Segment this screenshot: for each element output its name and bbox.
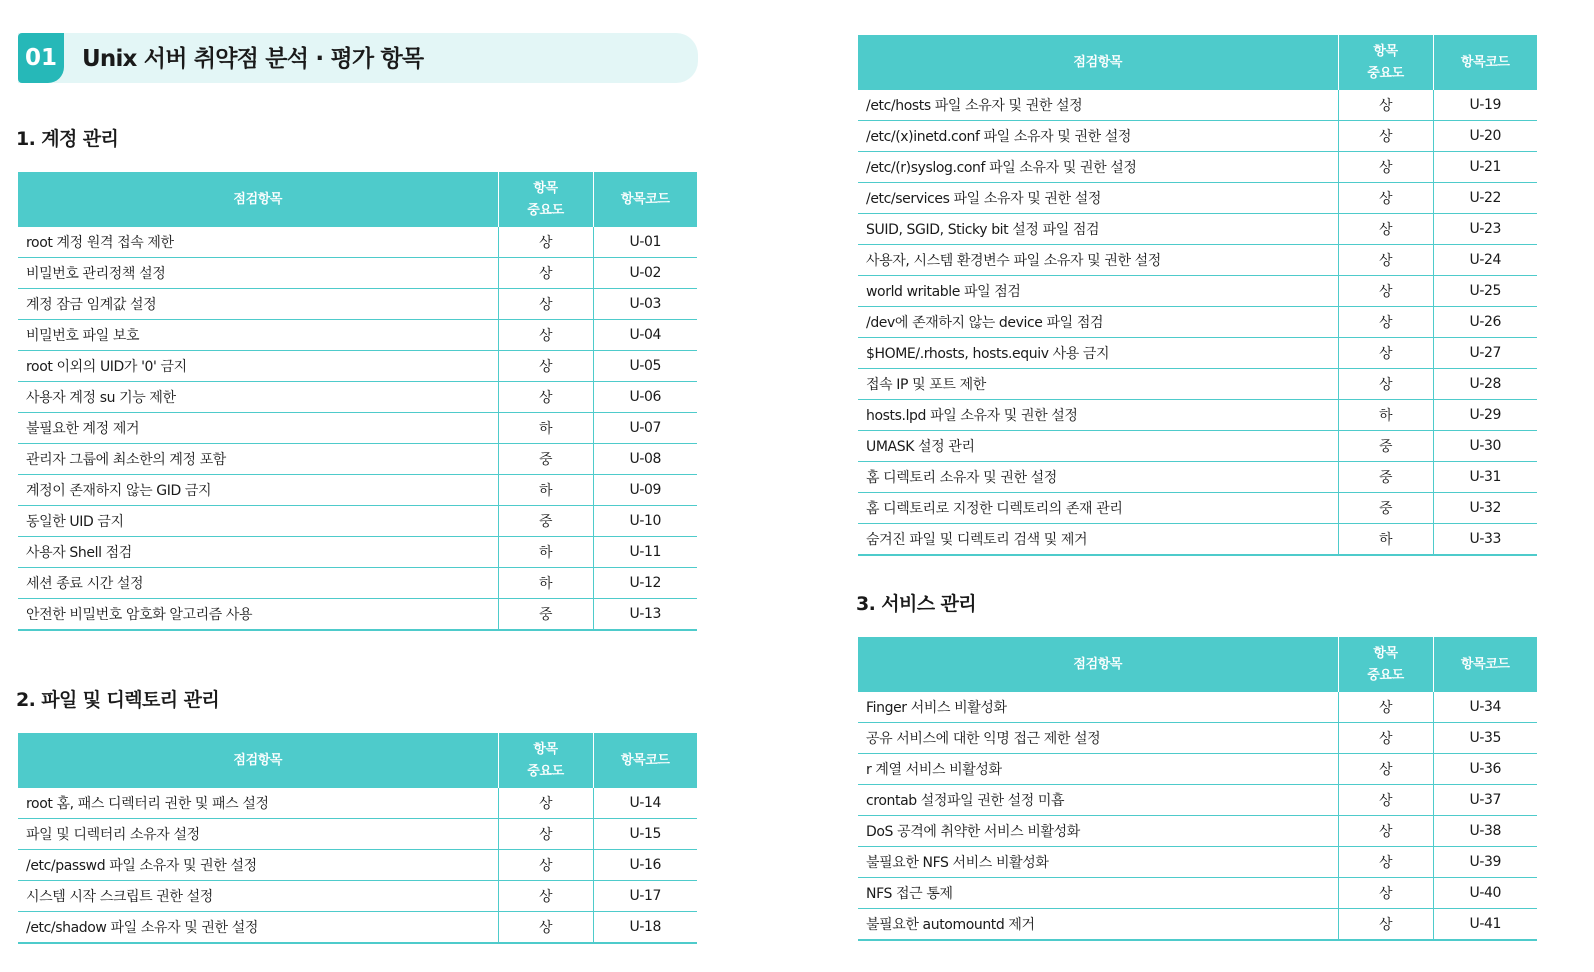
cell-importance: 상 [1338,816,1433,847]
table-row [18,881,697,912]
section-title-services: 3. 서비스 관리 [856,593,977,615]
header-code: 항목코드 [1433,35,1537,90]
header-item: 점검항목 [858,35,1338,90]
header-importance-line1: 항목 [533,180,558,196]
cell-importance: 상 [498,850,593,881]
cell-importance: 상 [1338,723,1433,754]
header-importance-line2: 중요도 [1367,667,1404,683]
cell-importance: 하 [498,413,593,444]
header-importance-line1: 항목 [1373,645,1398,661]
table-row [858,307,1537,338]
cell-importance: 상 [1338,152,1433,183]
cell-item: 계정 잠금 임계값 설정 [18,289,498,320]
cell-importance: 상 [1338,785,1433,816]
cell-code: U-26 [1433,307,1537,338]
cell-item: /etc/hosts 파일 소유자 및 권한 설정 [858,90,1338,121]
table-row [858,785,1537,816]
cell-code: U-05 [593,351,697,382]
cell-code: U-31 [1433,462,1537,493]
cell-item: /etc/passwd 파일 소유자 및 권한 설정 [18,850,498,881]
cell-code: U-19 [1433,90,1537,121]
cell-item: root 계정 원격 접속 제한 [18,227,498,258]
cell-importance: 상 [1338,754,1433,785]
table-row [18,258,697,289]
cell-importance: 상 [498,258,593,289]
table-row [18,506,697,537]
table-row [858,400,1537,431]
cell-importance: 상 [498,881,593,912]
cell-item: 홈 디렉토리 소유자 및 권한 설정 [858,462,1338,493]
table-row [858,183,1537,214]
table-row [858,754,1537,785]
files-table-part1 [18,733,697,944]
cell-code: U-20 [1433,121,1537,152]
header-item: 점검항목 [18,172,498,227]
cell-item: SUID, SGID, Sticky bit 설정 파일 점검 [858,214,1338,245]
header-importance [498,733,593,788]
cell-importance: 상 [498,227,593,258]
cell-code: U-30 [1433,431,1537,462]
table-row [18,382,697,413]
table-row [858,847,1537,878]
cell-item: /etc/services 파일 소유자 및 권한 설정 [858,183,1338,214]
cell-importance: 중 [498,444,593,475]
header-importance-line2: 중요도 [527,202,564,218]
cell-importance: 상 [1338,847,1433,878]
cell-importance: 상 [1338,245,1433,276]
table-row [858,214,1537,245]
cell-item: 불필요한 계정 제거 [18,413,498,444]
cell-code: U-40 [1433,878,1537,909]
table-header-row [858,637,1537,692]
cell-importance: 상 [1338,307,1433,338]
cell-item: 불필요한 automountd 제거 [858,909,1338,941]
cell-item: 홈 디렉토리로 지정한 디렉토리의 존재 관리 [858,493,1338,524]
cell-importance: 중 [498,599,593,631]
cell-importance: 상 [498,351,593,382]
cell-importance: 중 [1338,493,1433,524]
cell-importance: 상 [1338,878,1433,909]
table-row [858,276,1537,307]
table-row [858,431,1537,462]
cell-item: 시스템 시작 스크립트 권한 설정 [18,881,498,912]
cell-item: world writable 파일 점검 [858,276,1338,307]
cell-importance: 상 [498,382,593,413]
cell-importance: 상 [1338,121,1433,152]
cell-item: root 이외의 UID가 '0' 금지 [18,351,498,382]
cell-importance: 하 [498,475,593,506]
header-item: 점검항목 [18,733,498,788]
cell-importance: 상 [1338,338,1433,369]
cell-code: U-15 [593,819,697,850]
section-title-files: 2. 파일 및 디렉토리 관리 [16,689,220,711]
cell-item: /etc/(r)syslog.conf 파일 소유자 및 권한 설정 [858,152,1338,183]
table-header-row [858,35,1537,90]
table-row [858,692,1537,723]
cell-importance: 상 [1338,692,1433,723]
cell-item: 비밀번호 관리정책 설정 [18,258,498,289]
files-table-part2 [858,35,1537,556]
table-row [858,245,1537,276]
cell-item: hosts.lpd 파일 소유자 및 권한 설정 [858,400,1338,431]
table-row [858,493,1537,524]
cell-code: U-22 [1433,183,1537,214]
cell-item: root 홈, 패스 디렉터리 권한 및 패스 설정 [18,788,498,819]
cell-item: 숨겨진 파일 및 디렉토리 검색 및 제거 [858,524,1338,556]
cell-item: crontab 설정파일 권한 설정 미흡 [858,785,1338,816]
cell-code: U-10 [593,506,697,537]
cell-code: U-27 [1433,338,1537,369]
cell-code: U-06 [593,382,697,413]
cell-importance: 중 [1338,431,1433,462]
services-table [858,637,1537,941]
cell-item: 사용자, 시스템 환경변수 파일 소유자 및 권한 설정 [858,245,1338,276]
cell-code: U-03 [593,289,697,320]
table-header-row [18,733,697,788]
cell-importance: 상 [1338,214,1433,245]
cell-importance: 상 [1338,909,1433,941]
table-row [18,475,697,506]
cell-code: U-01 [593,227,697,258]
table-row [858,524,1537,556]
cell-item: DoS 공격에 취약한 서비스 비활성화 [858,816,1338,847]
table-row [18,320,697,351]
cell-code: U-41 [1433,909,1537,941]
cell-code: U-36 [1433,754,1537,785]
cell-importance: 상 [498,289,593,320]
header-item: 점검항목 [858,637,1338,692]
table-row [18,444,697,475]
header-importance-line2: 중요도 [1367,65,1404,81]
table-row [858,816,1537,847]
cell-importance: 상 [498,788,593,819]
cell-item: /dev에 존재하지 않는 device 파일 점검 [858,307,1338,338]
table-row [858,338,1537,369]
cell-code: U-07 [593,413,697,444]
table-row [858,369,1537,400]
cell-code: U-02 [593,258,697,289]
cell-importance: 하 [498,537,593,568]
cell-item: 계정이 존재하지 않는 GID 금지 [18,475,498,506]
table-row [18,819,697,850]
cell-code: U-24 [1433,245,1537,276]
header-importance [498,172,593,227]
header-importance [1338,637,1433,692]
cell-code: U-18 [593,912,697,944]
cell-importance: 중 [1338,462,1433,493]
cell-item: 동일한 UID 금지 [18,506,498,537]
cell-code: U-39 [1433,847,1537,878]
cell-code: U-34 [1433,692,1537,723]
header-code: 항목코드 [593,733,697,788]
table-row [18,850,697,881]
account-table-body [18,227,697,630]
section-title-account: 1. 계정 관리 [16,128,119,150]
cell-importance: 하 [1338,524,1433,556]
cell-item: NFS 접근 통제 [858,878,1338,909]
page-title: Unix 서버 취약점 분석 · 평가 항목 [82,46,424,72]
cell-importance: 하 [498,568,593,599]
cell-importance: 중 [498,506,593,537]
table-row [858,152,1537,183]
table-row [858,462,1537,493]
cell-item: 사용자 계정 su 기능 제한 [18,382,498,413]
cell-item: 안전한 비밀번호 암호화 알고리즘 사용 [18,599,498,631]
table-row [18,289,697,320]
cell-item: Finger 서비스 비활성화 [858,692,1338,723]
cell-item: UMASK 설정 관리 [858,431,1338,462]
cell-item: /etc/shadow 파일 소유자 및 권한 설정 [18,912,498,944]
table-row [18,537,697,568]
table-row [18,227,697,258]
cell-code: U-37 [1433,785,1537,816]
cell-item: 공유 서비스에 대한 익명 접근 제한 설정 [858,723,1338,754]
cell-importance: 하 [1338,400,1433,431]
cell-code: U-29 [1433,400,1537,431]
header-code: 항목코드 [1433,637,1537,692]
files-table-part2-body [858,90,1537,555]
cell-code: U-23 [1433,214,1537,245]
table-row [18,599,697,631]
cell-code: U-25 [1433,276,1537,307]
cell-item: 불필요한 NFS 서비스 비활성화 [858,847,1338,878]
table-row [858,121,1537,152]
cell-item: $HOME/.rhosts, hosts.equiv 사용 금지 [858,338,1338,369]
cell-item: 사용자 Shell 점검 [18,537,498,568]
header-code: 항목코드 [593,172,697,227]
table-header-row [18,172,697,227]
cell-code: U-16 [593,850,697,881]
cell-item: 파일 및 디렉터리 소유자 설정 [18,819,498,850]
cell-code: U-28 [1433,369,1537,400]
table-row [858,90,1537,121]
table-row [858,878,1537,909]
services-table-body [858,692,1537,940]
header-importance-line1: 항목 [533,741,558,757]
cell-code: U-09 [593,475,697,506]
account-table [18,172,697,631]
cell-code: U-33 [1433,524,1537,556]
table-row [18,788,697,819]
cell-importance: 상 [1338,369,1433,400]
cell-code: U-08 [593,444,697,475]
header-importance [1338,35,1433,90]
table-row [18,568,697,599]
cell-code: U-17 [593,881,697,912]
cell-code: U-13 [593,599,697,631]
files-table-part1-body [18,788,697,943]
cell-code: U-32 [1433,493,1537,524]
cell-item: 세션 종료 시간 설정 [18,568,498,599]
cell-importance: 상 [1338,276,1433,307]
cell-code: U-35 [1433,723,1537,754]
header-importance-line1: 항목 [1373,43,1398,59]
cell-item: /etc/(x)inetd.conf 파일 소유자 및 권한 설정 [858,121,1338,152]
cell-code: U-21 [1433,152,1537,183]
table-row [18,912,697,944]
cell-code: U-11 [593,537,697,568]
cell-importance: 상 [498,912,593,944]
cell-code: U-38 [1433,816,1537,847]
cell-importance: 상 [1338,183,1433,214]
section-number-badge: 01 [18,33,64,83]
table-row [18,351,697,382]
cell-item: r 계열 서비스 비활성화 [858,754,1338,785]
cell-item: 관리자 그룹에 최소한의 계정 포함 [18,444,498,475]
table-row [18,413,697,444]
cell-item: 비밀번호 파일 보호 [18,320,498,351]
cell-code: U-14 [593,788,697,819]
cell-importance: 상 [498,320,593,351]
cell-item: 접속 IP 및 포트 제한 [858,369,1338,400]
cell-importance: 상 [498,819,593,850]
table-row [858,723,1537,754]
cell-code: U-04 [593,320,697,351]
table-row [858,909,1537,941]
header-importance-line2: 중요도 [527,763,564,779]
cell-code: U-12 [593,568,697,599]
cell-importance: 상 [1338,90,1433,121]
